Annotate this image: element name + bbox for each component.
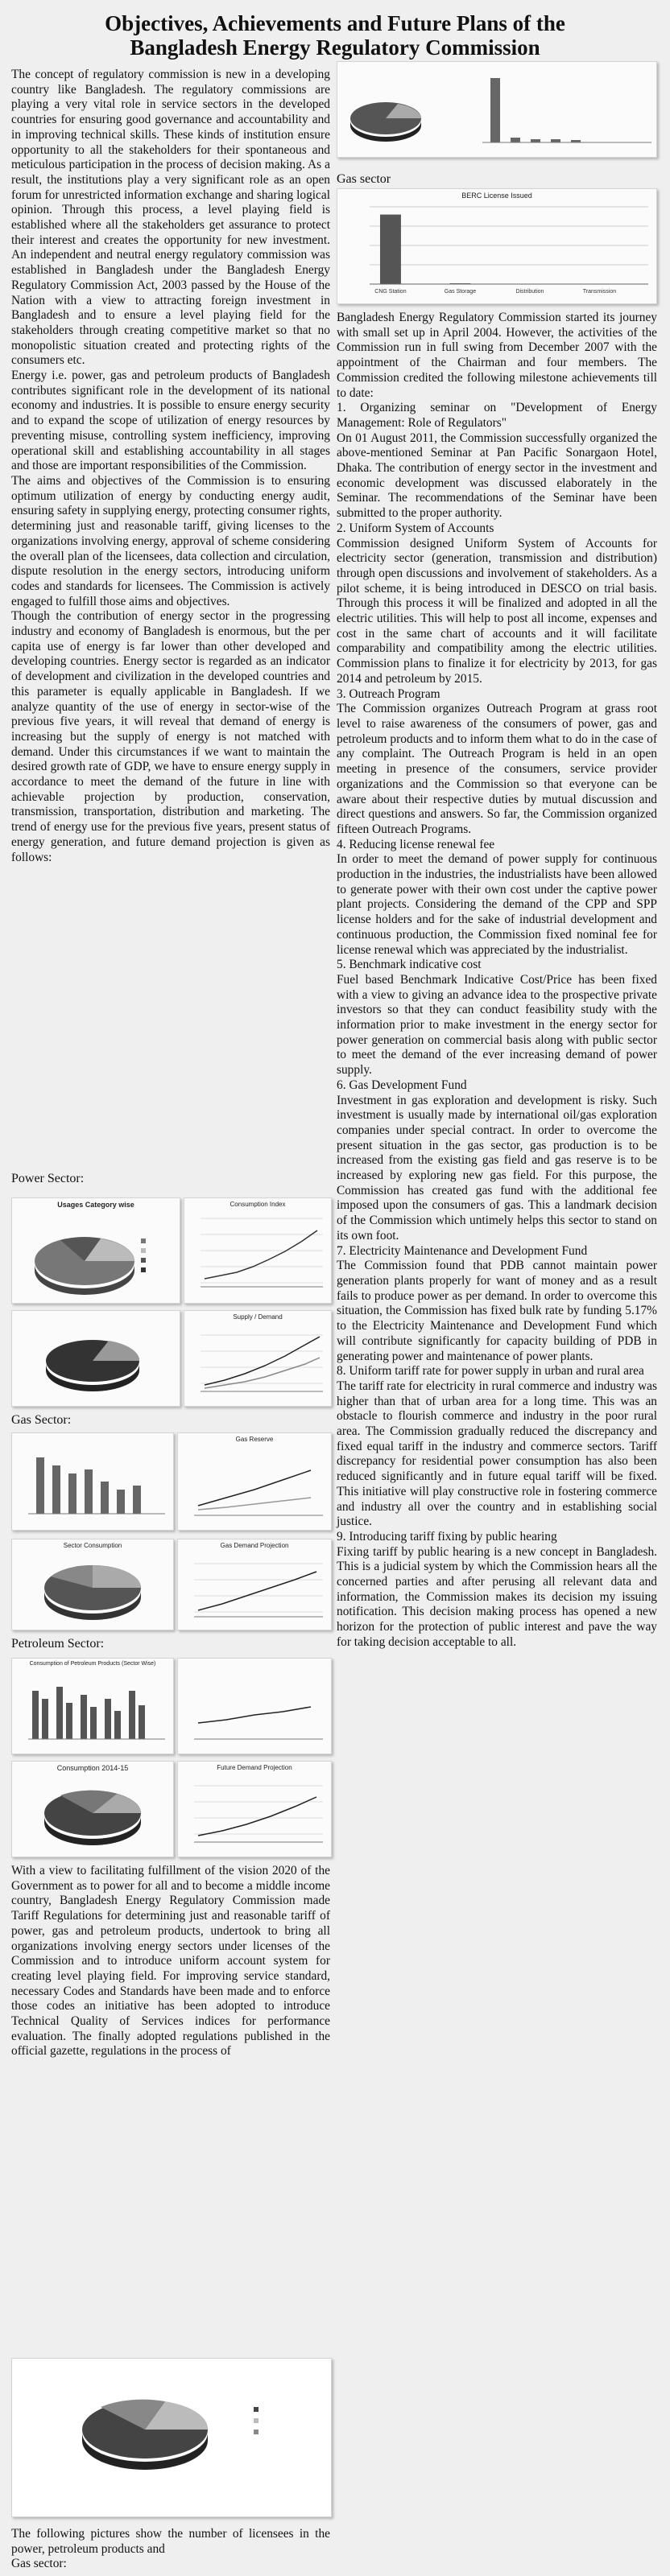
paragraph-concept: The concept of regulatory commission is new in a developing country like Bangladesh. The regulatory commissions are playing a very vital role in service sectors in the developed countries for ensuring good governance and accountability and in improving technical skills. These kinds of institution ensure opportunity to all the stakeholders for their spontaneous and meticulous participation in the process of decision making. As a result, the institutions play a very significant role as an open forum for unrestricted information exchange and sharing logical opinion. Through this process, a level playing field is established where all the stakeholders get assurance to protect their interest and creates the opportunity for new investment. An independent and neutral energy regulatory commission was established in Bangladesh under the Bangladesh Energy Regulatory Commission Act, 2003 passed by the House of the Nation with a view to attracting foreign investment in Bangladesh and to ensure a level playing field for the stakeholders through creating competitive market so that no monopolistic situation created and protecting rights of the consumers etc.: [11, 68, 330, 368]
petroleum-sector-label: Petroleum Sector:: [11, 1637, 105, 1651]
future-demand-gridlines: [194, 1786, 323, 1834]
gas-reserve-title: Gas Reserve: [235, 1436, 274, 1443]
power-sector-label: Power Sector:: [11, 1172, 85, 1185]
paragraph-energy: Energy i.e. power, gas and petroleum products of Bangladesh contributes significant role in the development of its national economy and industries. It is possible to ensure energy security and to expand the scope of utilization of energy resources by preventing misuse, controlling system inefficiency, improving operational skill and establishing accountability in all stages and those are important responsibilities of the Commission.: [11, 369, 330, 473]
milestone-8-heading: 8. Uniform tariff rate for power supply in urban and rural area: [337, 1364, 644, 1379]
supply-demand-svg: [184, 1311, 331, 1406]
paragraph-contribution: Though the contribution of energy sector in the progressing industry and economy of Bangladesh is enormous, but the per capita use of energy is far lower than other developed and developing countries. Energy sector is regarded as an indicator of development and civilization in the developed countries and this parameter is equally applicable in Bangladesh. If we analyze quantity of the use of energy in sector-wise of the previous five years, it will reveal that demand of energy is increasing but the supply of energy is not matched with demand. Under this circumstances if we want to maintain the desired growth rate of GDP, we have to ensure energy supply in accordance to meet the demand of the future in line with achievable projection by production, conservation, transmission, transportation, distribution and marketing. The trend of energy use for the previous five years, present status of energy generation, and future demand projection is given as follows:: [11, 609, 330, 864]
licensee-pie-svg: [12, 2359, 331, 2516]
gas-bars: [36, 1457, 141, 1514]
petroleum-line-svg: [178, 1659, 331, 1754]
future-demand-line: [198, 1797, 316, 1836]
gas-demand-chart: [177, 1539, 332, 1630]
right-top-svg: [337, 62, 656, 157]
milestone-2-heading: 2. Uniform System of Accounts: [337, 521, 494, 535]
max-production-pie: [11, 1310, 180, 1407]
left-column-regulations: [11, 1864, 330, 2059]
right-top-charts: [337, 61, 657, 158]
milestone-5-text: Fuel based Benchmark Indicative Cost/Price has been fixed with a view to giving an advance idea to the prospective private investors so that they can conduct feasibility study with the information prior to make investment in the energy sector for power generation on commercial basis along with public sector to meet the demand of the ever increasing demand of power supply.: [337, 972, 657, 1078]
right-bars: [490, 78, 581, 142]
milestone-5-heading: 5. Benchmark indicative cost: [337, 958, 482, 972]
milestone-6-heading: 6. Gas Development Fund: [337, 1078, 467, 1092]
milestone-3-heading: 3. Outreach Program: [337, 686, 440, 701]
gas-reserve-chart: [177, 1432, 332, 1531]
sector-consumption-pie: [11, 1539, 174, 1630]
consumption-line-title: Consumption Index: [230, 1201, 286, 1208]
berc-license-chart: [337, 188, 657, 304]
gas-demand-svg: [178, 1539, 331, 1630]
paragraph-intro: Bangladesh Energy Regulatory Commission started its journey with small set up in April 2004. However, the activities of the Commission run in full swing from December 2007 with the appointment of the Chairman and four members. The Commission credited the following milestone achievements till to date:: [337, 311, 657, 400]
berc-category-label: Distribution: [515, 289, 544, 295]
milestone-1-heading: 1. Organizing seminar on "Development of Energy Management: Role of Regulators": [337, 401, 657, 430]
consumption-line: [205, 1230, 317, 1279]
petroleum-consumption-svg: [12, 1659, 173, 1754]
petroleum-line-chart: [177, 1658, 332, 1754]
consumption-gridlines: [201, 1218, 323, 1283]
sector-consumption-svg: [12, 1539, 173, 1630]
petroleum-line: [198, 1707, 311, 1723]
supply-demand-chart: [184, 1310, 332, 1407]
gas-demand-gridlines: [194, 1564, 323, 1612]
future-demand-svg: [178, 1762, 331, 1857]
left-column-licensees: [11, 2527, 330, 2572]
supply-demand-title: Supply / Demand: [233, 1313, 283, 1321]
gas-reserve-line: [198, 1470, 311, 1506]
berc-license-svg: [337, 189, 656, 303]
berc-category-label: Transmission: [582, 289, 617, 295]
legend-swatch-4: [141, 1267, 146, 1272]
gas-demand-title: Gas Demand Projection: [220, 1542, 289, 1549]
title-line-2: Bangladesh Energy Regulatory Commission: [130, 35, 540, 60]
usages-pie-chart: [11, 1197, 180, 1304]
milestone-3-text: The Commission organizes Outreach Program at grass root level to raise awareness of the consumers of power, gas and petroleum products and to inform them what to do in the case of any complaint. The Outreach Program is held in an open meeting in presence of the consumers, service provider organizations and the Commission so that everyone can be aware about their respective duties by mutual discussion and direct questions and answers. So far, the Commission organized fifteen Outreach Programs.: [337, 702, 657, 836]
gas-demand-line: [198, 1572, 316, 1610]
sector-consumption-title: Sector Consumption: [63, 1542, 122, 1549]
milestone-9-heading: 9. Introducing tariff fixing by public hearing: [337, 1529, 557, 1544]
gas-reserve-svg: [178, 1433, 331, 1530]
article-title: [0, 11, 670, 60]
title-line-1: Objectives, Achievements and Future Plans of the: [105, 11, 565, 35]
berc-bar: [380, 215, 401, 284]
consumption-line-svg: [184, 1198, 331, 1303]
consumption-2014-title: Consumption 2014-15: [56, 1764, 129, 1772]
milestone-4-heading: 4. Reducing license renewal fee: [337, 837, 495, 851]
milestone-8-text: The tariff rate for electricity in rural commerce and industry was higher than that of urban area for a long time. This was an obstacle to flourish commerce and industry in the poor rural area. The Commission gradually reduced the discrepancy and fixed equal tariff in the industry and commerce sectors. Tariff discrepancy for residential power consumption has also been reduced significantly and in future equal tariff will be fixed. This initiative will play constructive role in fostering commerce and industry all over the country and in establishing social justice.: [337, 1379, 657, 1529]
berc-category-label: Gas Storage: [444, 289, 477, 295]
legend-swatch-2: [141, 1248, 146, 1253]
future-demand-title: Future Demand Projection: [217, 1764, 292, 1771]
left-column-intro: [11, 68, 330, 865]
consumption-2014-svg: [12, 1762, 173, 1857]
berc-category-label: CNG Station: [374, 289, 407, 295]
legend-swatch-1: [141, 1239, 146, 1243]
usages-pie-title: Usages Category wise: [57, 1201, 134, 1209]
milestone-6-text: Investment in gas exploration and development is risky. Such investment is usually made by international oil/gas exploration companies under special contract. In order to overcome the present situation in the gas sector, gas production is to be increased from the existing gas field and gas reserve is to be increased by exploring new gas field. For this purpose, the Commission has created gas fund with the additional fee imposed upon the consumers of gas. This a landmark decision of the Commission which untimely helps this sector to stand on its own foot.: [337, 1093, 657, 1243]
petroleum-bars: [32, 1687, 145, 1739]
max-production-pie-svg: [12, 1311, 180, 1406]
gas-reserve-line-2: [198, 1498, 311, 1510]
paragraph-aims: The aims and objectives of the Commission is to ensuring optimum utilization of energy by conducting energy audit, ensuring safety in supplying energy, protecting consumer rights, determining just and reasonable tariff, giving licenses to the organizations involving energy, approval of scheme considering the overall plan of the licensees, data collection and circulation, dispute resolution in the energy sectors, introducing uniform codes and standards for licensees. The Commission is actively engaged to fulfill those aims and objectives.: [11, 473, 330, 608]
milestone-2-text: Commission designed Uniform System of Accounts for electricity sector (generation, transmission and distribution) through open discussions and involvement of stakeholders. As a pilot scheme, it is being introduced in DESCO on trial basis. Through this process it will be finalized and adopted in all the electric utilities. This will help to post all income, expenses and cost in the same chart of accounts and it will facilitate comparability and compatibility among the electric utilities. Commission plans to finalize it for electricity by 2013, for gas 2014 and petroleum by 2015.: [337, 536, 657, 686]
gas-sector-end-label: Gas sector:: [11, 2557, 67, 2571]
sector-pie-slice-1: [93, 1565, 141, 1588]
supply-demand-gridlines: [201, 1335, 323, 1383]
licensee-legend-2: [254, 2418, 258, 2423]
licensee-legend-1: [254, 2407, 258, 2412]
petroleum-consumption-title: Consumption of Petroleum Products (Sector Wise): [29, 1661, 156, 1667]
gas-bar-svg: [12, 1433, 173, 1530]
petroleum-consumption-chart: [11, 1658, 174, 1754]
licensee-pie-chart: [11, 2358, 332, 2517]
paragraph-licensees: The following pictures show the number of licensees in the power, petroleum products and: [11, 2527, 330, 2556]
future-demand-chart: [177, 1761, 332, 1857]
milestone-7-heading: 7. Electricity Maintenance and Development Fund: [337, 1243, 588, 1258]
gas-sector-label-right: Gas sector: [337, 172, 391, 186]
milestone-1-text: On 01 August 2011, the Commission successfully organized the above-mentioned Seminar at Pan Pacific Sonargaon Hotel, Dhaka. The contribution of energy sector in the investment and economic development was discussed elaborately in the Seminar. The recommendations of the Seminar have been submitted to the proper authority.: [337, 431, 657, 521]
milestone-9-text: Fixing tariff by public hearing is a new concept in Bangladesh. This is a judicial system by which the Commission hears all the concerned parties and after perusing all relevant data and information, the Commission makes its decision my issuing notification. This decision making process has opened a new horizon for the protection of public interest and pave the way for taking decision acceptable to all.: [337, 1544, 657, 1649]
milestone-7-text: The Commission found that PDB cannot maintain power generation plants properly for want of money and as a result fails to produce power as per demand. In order to overcome this situation, the Commission has fixed bulk rate by funding 5.17% to the Electricity Maintenance and Development Fund which will contribute significantly for capacity building of PDB in generating power and maintenance of power plants.: [337, 1259, 657, 1363]
milestone-4-text: In order to meet the demand of power supply for continuous production in the industries, the industrialists have been allowed to generate power with their own cost under the captive power plant projects. Considering the demand of the CPP and SPP license holders and for the sake of industrial development and continuous production, the Commission fixed nominal fee for license renewal which was appreciated by the industrialist.: [337, 852, 657, 957]
consumption-line-chart: [184, 1197, 332, 1304]
gas-sector-label-left: Gas Sector:: [11, 1413, 72, 1427]
berc-license-title: BERC License Issued: [461, 192, 532, 200]
usages-pie-svg: [12, 1198, 180, 1303]
licensee-legend-3: [254, 2430, 258, 2434]
paragraph-vision: With a view to facilitating fulfillment of the vision 2020 of the Government as to power for all and to become a middle income country, Bangladesh Energy Regulatory Commission made Tariff Regulations for determining just and reasonable tariff of power, gas and petroleum products, undertook to bring all organizations involving energy sectors under licenses of the Commission and to introduce uniform account system for creating level playing field. For improving service standard, necessary Codes and Standards have been made and to enforce those codes an initiative has been adopted to introduce Technical Quality of Services indices for performance evaluation. The finally adopted regulations published in the official gazette, regulations in the process of: [11, 1864, 330, 2059]
right-column-text: [337, 311, 657, 1651]
legend-swatch-3: [141, 1258, 146, 1263]
gas-bar-chart: [11, 1432, 174, 1531]
consumption-2014-pie: [11, 1761, 174, 1857]
